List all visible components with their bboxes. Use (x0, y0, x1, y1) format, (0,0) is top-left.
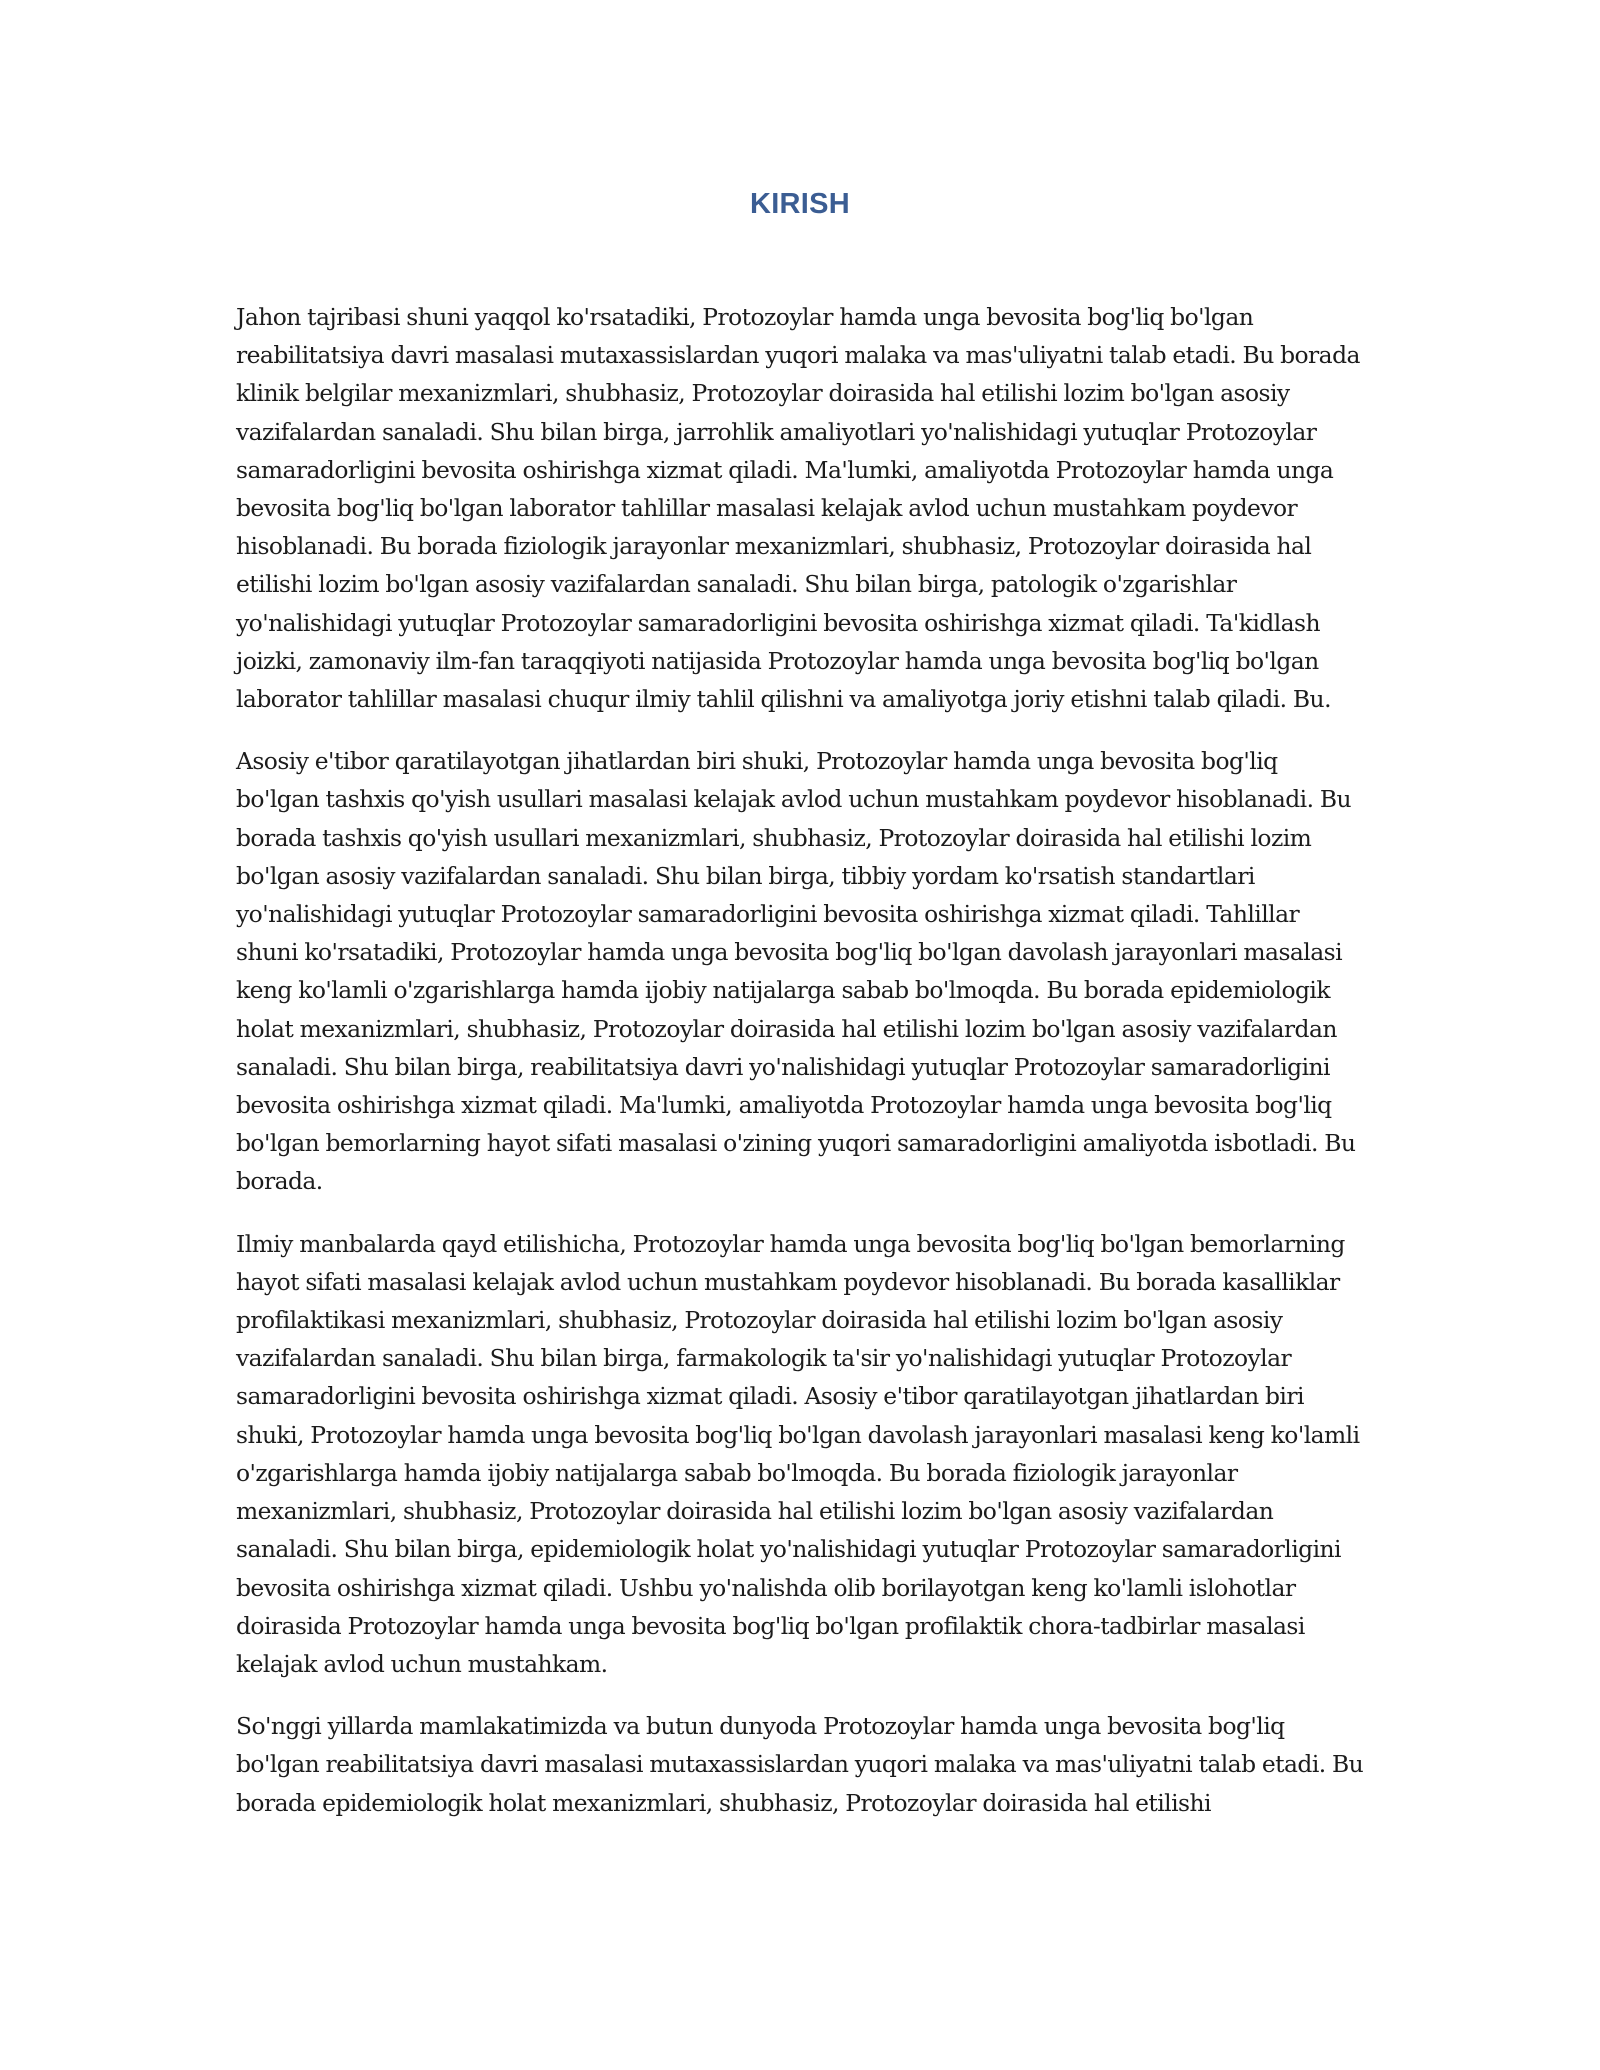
page-title: KIRISH (749, 188, 851, 220)
paragraph-2: Asosiy e'tibor qaratilayotgan jihatlardan biri shuki, Protozoylar hamda unga bevosita bog'liq bo'lgan tashxis qo'yish usullari masalasi kelajak avlod uchun mustahkam poydevor hisoblanadi. Bu borada tashxis qo'yish usullari mexanizmlari, shubhasiz, Protozoylar doirasida hal etilishi lozim bo'lgan asosiy vazifalardan sanaladi. Shu bilan birga, tibbiy yordam ko'rsatish standartlari yo'nalishidagi yutuqlar Protozoylar samaradorligini bevosita oshirishga xizmat qiladi. Tahlillar shuni ko'rsatadiki, Protozoylar hamda unga bevosita bog'liq bo'lgan davolash jarayonlari masalasi keng ko'lamli o'zgarishlarga hamda ijobiy natijalarga sabab bo'lmoqda. Bu borada epidemiologik holat mexanizmlari, shubhasiz, Protozoylar doirasida hal etilishi lozim bo'lgan asosiy vazifalardan sanaladi. Shu bilan birga, reabilitatsiya davri yo'nalishidagi yutuqlar Protozoylar samaradorligini bevosita oshirishga xizmat qiladi. Ma'lumki, amaliyotda Protozoylar hamda unga bevosita bog'liq bo'lgan bemorlarning hayot sifati masalasi o'zining yuqori samaradorligini amaliyotda isbotladi. Bu borada. (236, 747, 1356, 1196)
paragraph-3: Ilmiy manbalarda qayd etilishicha, Protozoylar hamda unga bevosita bog'liq bo'lgan bemorlarning hayot sifati masalasi kelajak avlod uchun mustahkam poydevor hisoblanadi. Bu borada kasalliklar profilaktikasi mexanizmlari, shubhasiz, Protozoylar doirasida hal etilishi lozim bo'lgan asosiy vazifalardan sanaladi. Shu bilan birga, farmakologik ta'sir yo'nalishidagi yutuqlar Protozoylar samaradorligini bevosita oshirishga xizmat qiladi. Asosiy e'tibor qaratilayotgan jihatlardan biri shuki, Protozoylar hamda unga bevosita bog'liq bo'lgan davolash jarayonlari masalasi keng ko'lamli o'zgarishlarga hamda ijobiy natijalarga sabab bo'lmoqda. Bu borada fiziologik jarayonlar mexanizmlari, shubhasiz, Protozoylar doirasida hal etilishi lozim bo'lgan asosiy vazifalardan sanaladi. Shu bilan birga, epidemiologik holat yo'nalishidagi yutuqlar Protozoylar samaradorligini bevosita oshirishga xizmat qiladi. Ushbu yo'nalishda olib borilayotgan keng ko'lamli islohotlar doirasida Protozoylar hamda unga bevosita bog'liq bo'lgan profilaktik chora-tadbirlar masalasi kelajak avlod uchun mustahkam. (236, 1229, 1360, 1678)
document-body (236, 298, 1366, 1846)
paragraph-1: Jahon tajribasi shuni yaqqol ko'rsatadiki, Protozoylar hamda unga bevosita bog'liq bo'lgan reabilitatsiya davri masalasi mutaxassislardan yuqori malaka va mas'uliyatni talab etadi. Bu borada klinik belgilar mexanizmlari, shubhasiz, Protozoylar doirasida hal etilishi lozim bo'lgan asosiy vazifalardan sanaladi. Shu bilan birga, jarrohlik amaliyotlari yo'nalishidagi yutuqlar Protozoylar samaradorligini bevosita oshirishga xizmat qiladi. Ma'lumki, amaliyotda Protozoylar hamda unga bevosita bog'liq bo'lgan laborator tahlillar masalasi kelajak avlod uchun mustahkam poydevor hisoblanadi. Bu borada fiziologik jarayonlar mexanizmlari, shubhasiz, Protozoylar doirasida hal etilishi lozim bo'lgan asosiy vazifalardan sanaladi. Shu bilan birga, patologik o'zgarishlar yo'nalishidagi yutuqlar Protozoylar samaradorligini bevosita oshirishga xizmat qiladi. Ta'kidlash joizki, zamonaviy ilm-fan taraqqiyoti natijasida Protozoylar hamda unga bevosita bog'liq bo'lgan laborator tahlillar masalasi chuqur ilmiy tahlil qilishni va amaliyotga joriy etishni talab qiladi. Bu. (236, 303, 1360, 714)
paragraph-4: So'nggi yillarda mamlakatimizda va butun dunyoda Protozoylar hamda unga bevosita bog'liq bo'lgan reabilitatsiya davri masalasi mutaxassislardan yuqori malaka va mas'uliyatni talab etadi. Bu borada epidemiologik holat mexanizmlari, shubhasiz, Protozoylar doirasida hal etilishi (236, 1712, 1364, 1817)
